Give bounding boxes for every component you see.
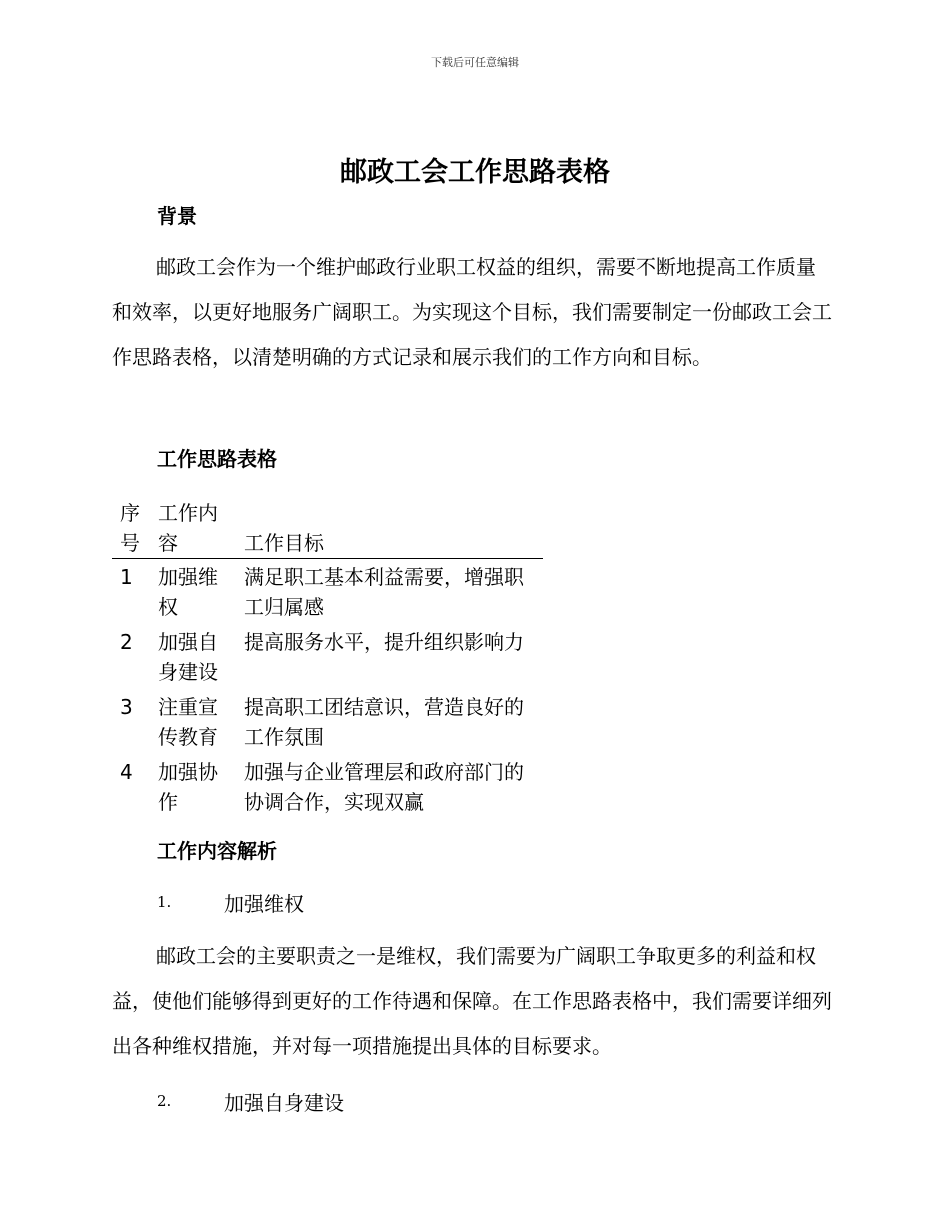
page-title: 邮政工会工作思路表格 [340,157,610,188]
row-number: 2 [120,630,133,654]
list-item-title: 加强自身建设 [224,1091,344,1115]
row-number: 3 [120,695,133,719]
list-number: 2. [157,1092,172,1110]
row-goal: 满足职工基本利益需要，增强职工归属感 [244,565,524,619]
row-content: 加强自身建设 [158,630,218,684]
table-row [112,624,543,689]
column-header-content: 工作内容 [150,498,236,559]
section-heading-analysis: 工作内容解析 [157,839,277,863]
row-number: 4 [120,760,133,784]
section-heading-table: 工作思路表格 [157,447,277,471]
row-goal: 提高服务水平，提升组织影响力 [244,630,524,654]
analysis-paragraph: 邮政工会的主要职责之一是维权，我们需要为广阔职工争取更多的利益和权益，使他们能够得到更好的工作待遇和保障。在工作思路表格中，我们需要详细列出各种维权措施，并对每一项措施提出具体的目标要求。 [112,944,832,1058]
background-paragraph: 邮政工会作为一个维护邮政行业职工权益的组织，需要不断地提高工作质量和效率，以更好地服务广阔职工。为实现这个目标，我们需要制定一份邮政工会工作思路表格，以清楚明确的方式记录和展示我们的工作方向和目标。 [112,255,832,369]
row-content: 加强维权 [158,565,218,619]
section-heading-background: 背景 [157,204,197,228]
list-item-title: 加强维权 [224,892,304,916]
row-number: 1 [120,565,133,589]
header-note: 下载后可任意编辑 [431,56,519,69]
row-content: 注重宣传教育 [158,695,218,749]
table-row [112,559,543,625]
table-row [112,754,543,819]
row-goal: 加强与企业管理层和政府部门的协调合作，实现双赢 [244,760,524,814]
work-plan-table [112,498,543,819]
table-row [112,689,543,754]
column-header-goal: 工作目标 [236,498,543,559]
column-header-no: 序号 [112,498,150,559]
row-goal: 提高职工团结意识，营造良好的工作氛围 [244,695,524,749]
row-content: 加强协作 [158,760,218,814]
table-header-row [112,498,543,559]
list-number: 1. [157,893,172,911]
